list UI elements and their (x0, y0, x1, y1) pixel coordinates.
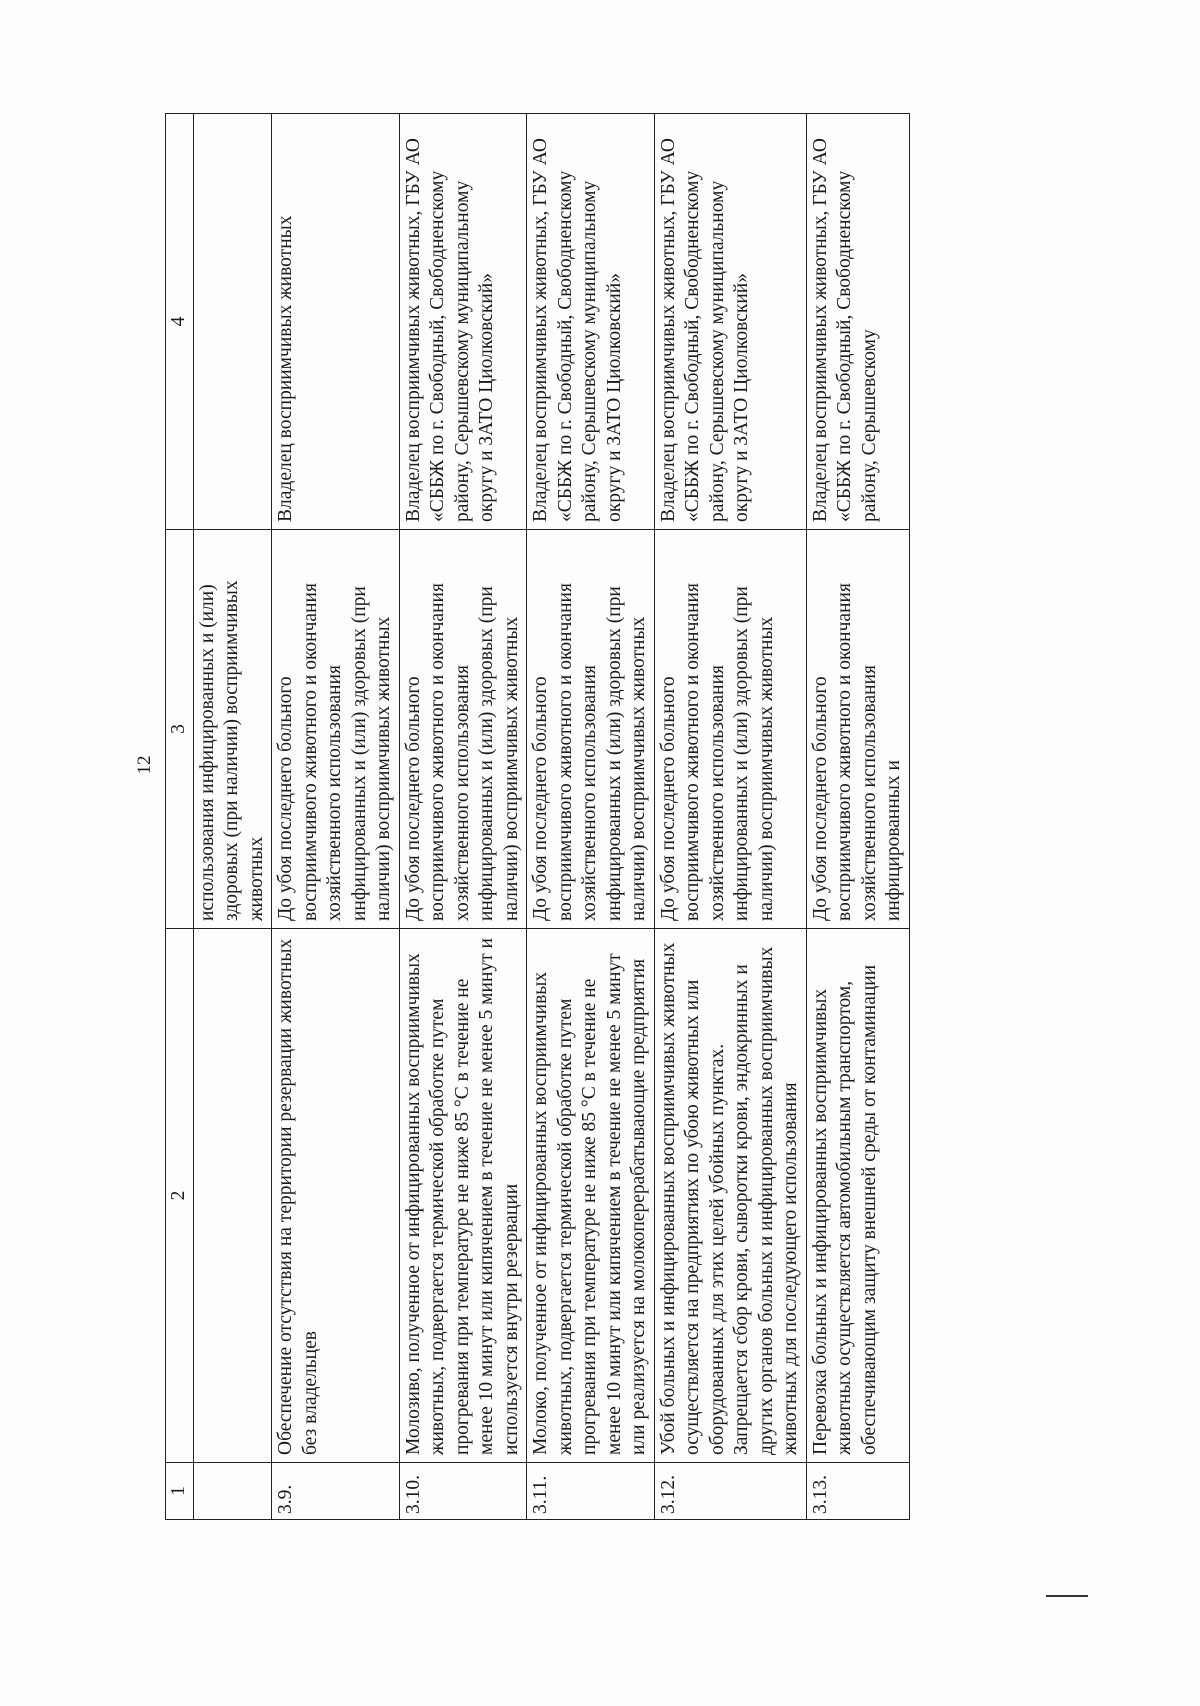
row-number: 3.10. (399, 1463, 527, 1520)
header-col-1: 1 (166, 1463, 194, 1520)
measure-cell: Перевозка больных и инфицированных восприимчивых животных осуществляется автомобильным транспортом, обеспечивающим защиту внешней среды от контаминации (806, 929, 909, 1463)
responsible-cell: Владелец восприимчивых животных, ГБУ АО «СББЖ по г. Свободный, Свободненскому району, Серышевскому (806, 114, 909, 530)
responsible-cell: Владелец восприимчивых животных, ГБУ АО «СББЖ по г. Свободный, Свободненскому району, Серышевскому муниципальному округу и ЗАТО Циолковский» (527, 114, 655, 530)
table-row (193, 114, 272, 1520)
deadline-cell: До убоя последнего больного восприимчивого животного и окончания хозяйственного использования инфицированных и (или) здоровых (при наличии) восприимчивых животных (272, 530, 400, 929)
header-col-2: 2 (166, 929, 194, 1463)
header-col-3: 3 (166, 530, 194, 929)
responsible-cell: Владелец восприимчивых животных (272, 114, 400, 530)
row-number (193, 1463, 272, 1520)
row-number: 3.12. (654, 1463, 806, 1520)
table-row (399, 114, 527, 1520)
header-col-4: 4 (166, 114, 194, 530)
deadline-cell: До убоя последнего больного восприимчивого животного и окончания хозяйственного использования инфицированных и (или) здоровых (при наличии) восприимчивых животных (654, 530, 806, 929)
row-number: 3.13. (806, 1463, 909, 1520)
rotated-table-container (165, 138, 1005, 1520)
deadline-cell: До убоя последнего больного восприимчивого животного и окончания хозяйственного использования инфицированных и (или) здоровых (при наличии) восприимчивых животных (527, 530, 655, 929)
responsible-cell: Владелец восприимчивых животных, ГБУ АО «СББЖ по г. Свободный, Свободненскому району, Серышевскому муниципальному округу и ЗАТО Циолковский» (399, 114, 527, 530)
deadline-cell: До убоя последнего больного восприимчивого животного и окончания хозяйственного использования инфицированных и (или) здоровых (при наличии) восприимчивых животных (399, 530, 527, 929)
scan-mark (1046, 1595, 1088, 1597)
table-row (527, 114, 655, 1520)
measure-cell: Молозиво, полученное от инфицированных восприимчивых животных, подвергается термической обработке путем прогревания при температуре не ниже 85 °С в течение не менее 10 минут или кипячением в течение не менее 5 минут и используется внутри резервации (399, 929, 527, 1463)
deadline-cell: использования инфицированных и (или) здоровых (при наличии) восприимчивых животных (193, 530, 272, 929)
responsible-cell (193, 114, 272, 530)
page-number: 12 (134, 755, 155, 775)
table-row (272, 114, 400, 1520)
measure-cell (193, 929, 272, 1463)
responsible-cell: Владелец восприимчивых животных, ГБУ АО «СББЖ по г. Свободный, Свободненскому району, Серышевскому муниципальному округу и ЗАТО Циолковский» (654, 114, 806, 530)
measure-cell: Обеспечение отсутствия на территории резервации животных без владельцев (272, 929, 400, 1463)
deadline-cell: До убоя последнего больного восприимчивого животного и окончания хозяйственного использования инфицированных и (806, 530, 909, 929)
row-number: 3.11. (527, 1463, 655, 1520)
row-number: 3.9. (272, 1463, 400, 1520)
table-row (806, 114, 909, 1520)
table-row (654, 114, 806, 1520)
measure-cell: Молоко, полученное от инфицированных восприимчивых животных, подвергается термической обработке путем прогревания при температуре не ниже 85 °С в течение не менее 10 минут или кипячением в течение не менее 5 минут или реализуется на молокоперерабатывающие предприятия (527, 929, 655, 1463)
header-row (166, 114, 194, 1520)
measure-cell: Убой больных и инфицированных восприимчивых животных осуществляется на предприятиях по убою животных или оборудованных для этих целей убойных пунктах. Запрещается сбор крови, сыворотки крови, эндокринных и других органов больных и инфицированных восприимчивых животных для последующего использования (654, 929, 806, 1463)
measures-table (165, 113, 910, 1520)
